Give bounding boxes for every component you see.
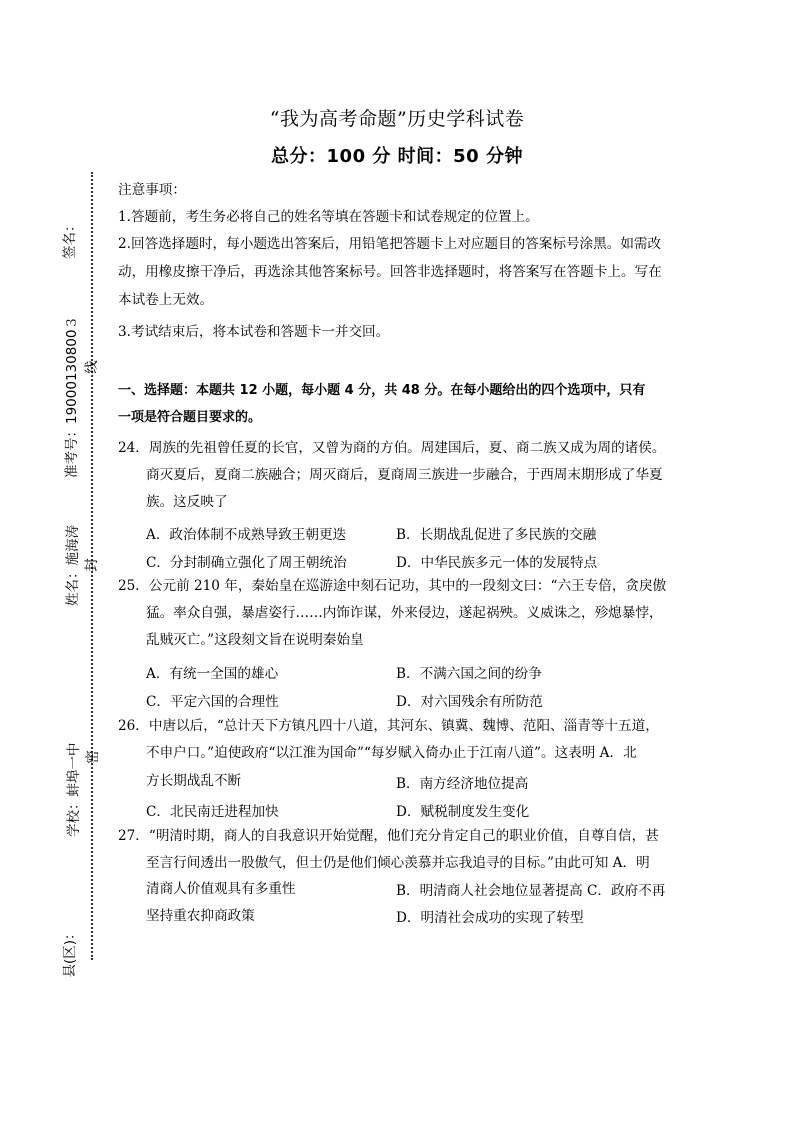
- option-b: B．南方经济地位提高: [396, 776, 529, 792]
- question-text: 猛。率众自强，暴虐姿行……内饰诈谋，外来侵边，遂起祸殃。义威诛之，殄熄暴悖，: [146, 605, 663, 621]
- question-text: 24．周族的先祖曾任夏的长官，又曾为商的方伯。周建国后，夏、商二族又成为周的诸侯。: [118, 440, 666, 456]
- option-b: B．长期战乱促进了多民族的交融: [396, 527, 597, 543]
- margin-name: 姓名：施海涛: [65, 525, 81, 606]
- option-d: D．明清社会成功的实现了转型: [396, 910, 584, 926]
- question-text: 坚持重农抑商政策: [146, 908, 255, 924]
- option-d: D．中华民族多元一体的发展特点: [396, 555, 598, 571]
- option-d: D．赋税制度发生变化: [396, 804, 530, 820]
- option-d: D．对六国残余有所防范: [396, 694, 543, 710]
- section-heading: 一、选择题：本题共 12 小题，每小题 4 分，共 48 分。在每小题给出的四个选项中，只有: [118, 383, 646, 398]
- question-text: 至言行间透出一股傲气，但士仍是他们倾心羡慕并忘我追寻的目标。”由此可知 A．明: [146, 855, 650, 871]
- question-text: 不申户口。”迫使政府“以江淮为国命”“每岁赋入倚办止于江南八道”。这表明 A．北: [146, 745, 637, 761]
- question-text: 清商人价值观具有多重性: [146, 881, 296, 897]
- margin-sign: 签名：: [62, 218, 78, 259]
- question-text: 25．公元前 210 年，秦始皇在巡游途中刻石记功，其中的一段刻文曰：“六王专倍，贪戾傲: [118, 578, 667, 594]
- margin-exam-number: 准考号：19000130800３: [64, 316, 80, 478]
- notice-line: 动，用橡皮擦干净后，再选涂其他答案标号。回答非选择题时，将答案写在答题卡上。写在: [118, 264, 662, 280]
- option-c: C．平定六国的合理性: [146, 694, 279, 710]
- seal-mi-mark: 密: [85, 750, 101, 764]
- question-text: 族。这反映了: [146, 494, 228, 510]
- option-b: B．明清商人社会地位显著提高 C．政府不再: [396, 883, 666, 899]
- option-b: B．不满六国之间的纷争: [396, 666, 542, 682]
- question-text: 26．中唐以后，“总计天下方镇凡四十八道，其河东、镇冀、魏博、范阳、淄青等十五道，: [118, 718, 659, 734]
- question-text: 27．“明清时期，商人的自我意识开始觉醒，他们充分肯定自己的职业价值，自尊自信，甚: [118, 828, 659, 844]
- margin-school: 学校：蚌埠一中: [66, 742, 82, 837]
- seal-feng-mark: 封: [84, 558, 100, 572]
- page-title: “我为高考命题”历史学科试卷: [269, 108, 525, 130]
- seal-line-mark: 线: [84, 360, 100, 374]
- question-text: 商灭夏后，夏商二族融合；周灭商后，夏商周三族进一步融合，于西周末期形成了华夏: [146, 467, 663, 483]
- option-c: C．北民南迁进程加快: [146, 804, 279, 820]
- option-a: A．政治体制不成熟导致王朝更迭: [146, 527, 347, 543]
- option-c: C．分封制确立强化了周王朝统治: [146, 555, 347, 571]
- margin-county: 县(区)：: [62, 926, 78, 978]
- question-text: 方长期战乱不断: [146, 773, 242, 789]
- notice-line: 本试卷上无效。: [118, 292, 214, 308]
- page-subtitle: 总分：100 分 时间：50 分钟: [271, 146, 523, 167]
- option-a: A．有统一全国的雄心: [146, 666, 279, 682]
- notice-line: 1.答题前，考生务必将自己的姓名等填在答题卡和试卷规定的位置上。: [118, 209, 539, 225]
- notice-line: 3.考试结束后，将本试卷和答题卡一并交回。: [118, 324, 390, 340]
- section-heading: 一项是符合题目要求的。: [118, 410, 262, 425]
- notice-line: 2.回答选择题时，每小题选出答案后，用铅笔把答题卡上对应题目的答案标号涂黑。如需改: [118, 236, 662, 252]
- question-text: 乱贼灭亡。”这段刻文旨在说明秦始皇: [146, 632, 364, 648]
- notice-heading: 注意事项：: [118, 182, 186, 198]
